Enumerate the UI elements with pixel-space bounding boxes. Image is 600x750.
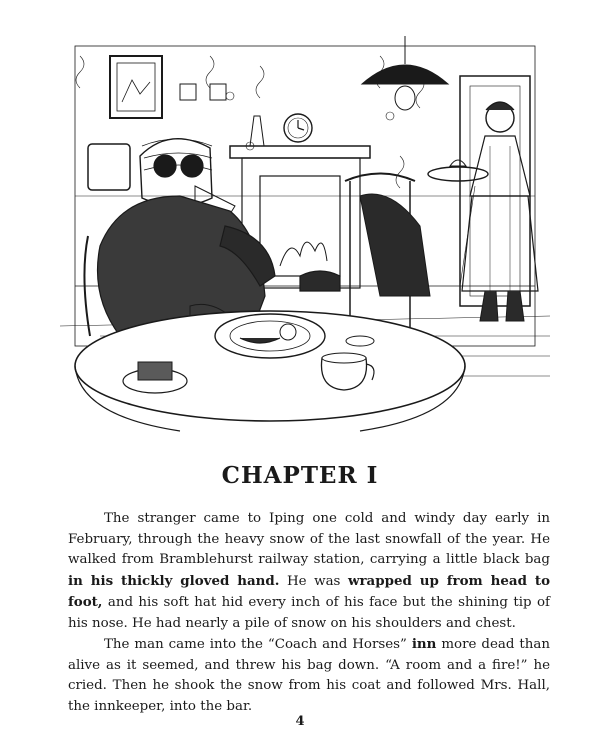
- serving-tray: [428, 167, 488, 181]
- doorway: [460, 76, 530, 306]
- bold-phrase: wrapped up from head to foot,: [68, 572, 550, 610]
- hanging-lamp: [362, 65, 448, 84]
- inn-scene-drawing: [60, 36, 550, 436]
- page-number: 4: [295, 714, 305, 729]
- coat-on-chair: [360, 194, 430, 296]
- goggles-left: [154, 155, 176, 177]
- paragraph: The man came into the “Coach and Horses” inn more dead than alive as it seemed, and threw his bag down. “A room and a fire!” he cried. Then he shook the snow from his coat and followed Mrs. Hall, the innkeeper, into the bar.: [68, 636, 550, 714]
- chapter-illustration: [60, 36, 550, 436]
- bold-phrase: inn: [411, 636, 437, 652]
- bold-phrase: in his thickly gloved hand.: [68, 572, 280, 589]
- wall-mirror: [88, 144, 130, 190]
- bread-slice: [138, 362, 172, 380]
- paragraph: The stranger came to Iping one cold and windy day early in February, through the heavy snow of the last snowfall of the year. He walked from Bramblehurst railway station, carrying a little black bag in his thickly gloved hand. He was wrapped up from head to foot, and his soft hat hid every inch of his face but the shining tip of his nose. He had nearly a pile of snow on his shoulders and chest.: [68, 511, 550, 631]
- goggles-right: [181, 155, 203, 177]
- mantelpiece: [230, 146, 370, 158]
- innkeeper-figure: [428, 102, 538, 321]
- stranger-figure: [98, 139, 276, 336]
- chapter-title: CHAPTER I: [221, 462, 379, 489]
- dining-table: [75, 311, 465, 431]
- chapter-body: [68, 509, 550, 717]
- boots: [300, 271, 340, 291]
